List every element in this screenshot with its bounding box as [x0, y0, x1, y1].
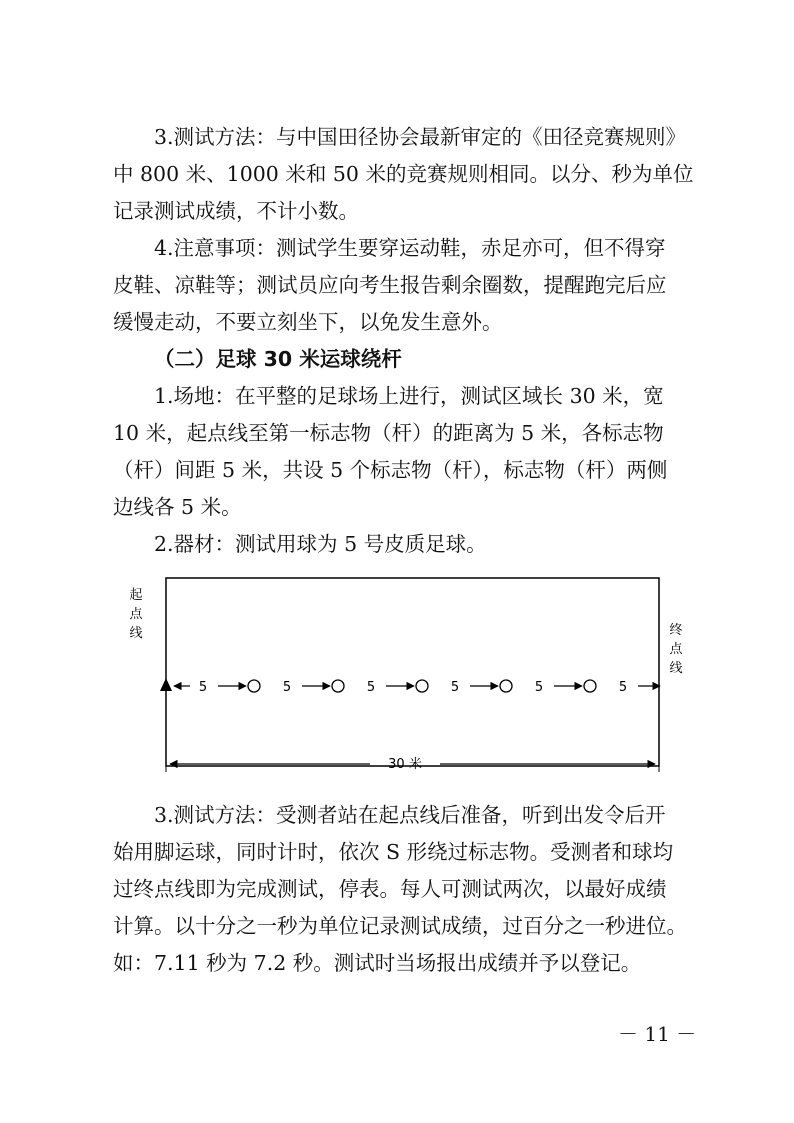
- heading-text: （二）足球 30 米运球绕杆: [154, 347, 402, 371]
- marker-pole-icon: [500, 680, 512, 692]
- venue-paragraph: [113, 378, 683, 526]
- text-line: 3.测试方法：与中国田径协会最新审定的《田径竞赛规则》: [154, 125, 687, 149]
- text-line: 如：7.11 秒为 7.2 秒。测试时当场报出成绩并予以登记。: [113, 951, 642, 975]
- marker-pole-icon: [248, 680, 260, 692]
- svg-text:线: 线: [129, 626, 143, 641]
- text-line: 皮鞋、凉鞋等；测试员应向考生报告剩余圈数，提醒跑完后应: [113, 273, 667, 297]
- text-line: 边线各 5 米。: [113, 495, 242, 519]
- segment-distance-label: 5: [618, 680, 628, 695]
- field-diagram: [120, 572, 690, 780]
- svg-text:终: 终: [669, 623, 683, 638]
- svg-text:点: 点: [129, 607, 143, 622]
- segment-distance-label: 5: [282, 680, 292, 695]
- segment-distance-label: 5: [198, 680, 208, 695]
- section-heading: [113, 341, 683, 378]
- marker-pole-icon: [416, 680, 428, 692]
- segment-distance-label: 5: [450, 680, 460, 695]
- text-line: 始用脚运球，同时计时，依次 S 形绕过标志物。受测者和球均: [113, 840, 674, 864]
- start-line-label: [129, 587, 143, 641]
- text-line: 10 米，起点线至第一标志物（杆）的距离为 5 米，各标志物: [113, 421, 664, 445]
- text-line: 中 800 米、1000 米和 50 米的竞赛规则相同。以分、秒为单位: [113, 162, 694, 186]
- marker-pole-icon: [584, 680, 596, 692]
- svg-text:点: 点: [669, 642, 683, 657]
- text-line: 2.器材：测试用球为 5 号皮质足球。: [154, 532, 487, 556]
- text-line: 4.注意事项：测试学生要穿运动鞋，赤足亦可，但不得穿: [154, 236, 666, 260]
- equipment-paragraph: [113, 526, 683, 563]
- notes-paragraph: [113, 230, 683, 341]
- text-line: 3.测试方法：受测者站在起点线后准备，听到出发令后开: [154, 803, 666, 827]
- text-line: 缓慢走动，不要立刻坐下，以免发生意外。: [113, 310, 503, 334]
- start-triangle-icon: [160, 678, 172, 691]
- text-line: 过终点线即为完成测试，停表。每人可测试两次，以最好成绩: [113, 877, 667, 901]
- segment-distance-label: 5: [534, 680, 544, 695]
- segment-distance-label: 5: [366, 680, 376, 695]
- field-boundary: [166, 578, 659, 766]
- text-line: （杆）间距 5 米，共设 5 个标志物（杆），标志物（杆）两侧: [113, 458, 668, 482]
- page-number: － 11 －: [618, 1022, 697, 1046]
- method-paragraph: [113, 119, 694, 230]
- text-line: 记录测试成绩，不计小数。: [113, 199, 359, 223]
- text-line: 1.场地：在平整的足球场上进行，测试区域长 30 米，宽: [154, 384, 664, 408]
- total-length-label: 30 米: [388, 757, 422, 772]
- test-method-paragraph: [113, 797, 687, 982]
- text-line: 计算。以十分之一秒为单位记录测试成绩，过百分之一秒进位。: [113, 914, 687, 938]
- svg-text:线: 线: [669, 661, 683, 676]
- svg-text:起: 起: [129, 588, 143, 603]
- marker-pole-icon: [332, 680, 344, 692]
- segment-markers: [174, 680, 660, 695]
- finish-line-label: [669, 623, 683, 676]
